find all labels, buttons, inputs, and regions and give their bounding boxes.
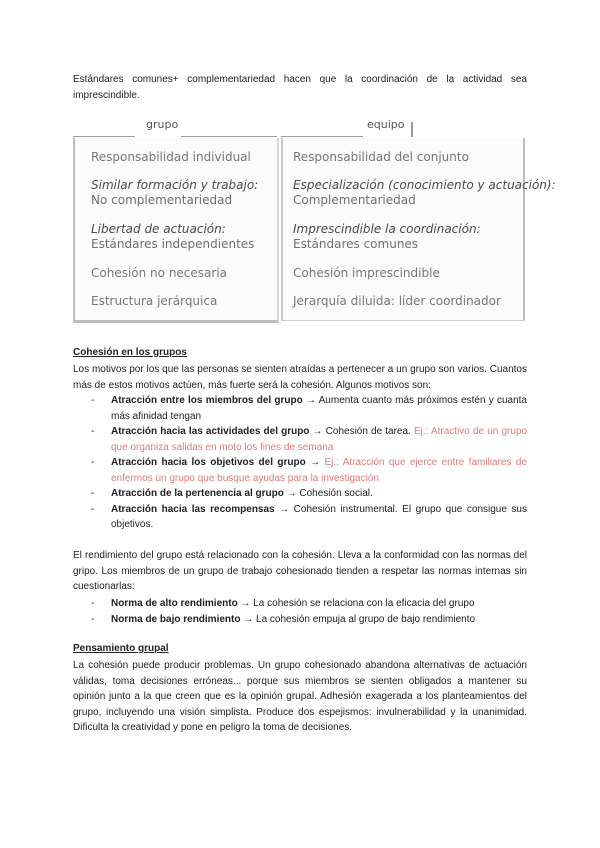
list-item: - Atracción hacia las actividades del grupo → Cohesión de tarea. Ej.: Atractivo de un grupo que organiza salidas en moto los fines de semana (91, 426, 528, 453)
equipo-item: Cohesión imprescindible (293, 266, 440, 280)
header-rule (281, 136, 363, 137)
cohesion-paragraph: Los motivos por los que las personas se sienten atraídas a pertenecer a un grupo son varios. Cuantos más de estos motivos actúen, más fuerte será la cohesión. Algunos motivos son: (73, 364, 527, 391)
list-item: - Atracción hacia los objetivos del grupo → Ej.: Atracción que ejerce entre familiares de enfermos un grupo que busque ayudas para la investigación (91, 457, 527, 484)
equipo-item: Jerarquía diluida: líder coordinador (293, 294, 501, 308)
header-rule (411, 122, 413, 137)
grupo-vs-equipo-figure (73, 118, 556, 324)
rendimiento-paragraph: El rendimiento del grupo está relacionado con la cohesión. Lleva a la conformidad con las normas del gripo. Los miembros de un grupo de trabajo cohesionado tienden a respetar las normas internas sin cuestionarlas: (73, 550, 527, 592)
equipo-item: Especialización (conocimiento y actuación): Complementariedad (293, 178, 556, 207)
grupo-item: Estructura jerárquica (91, 294, 218, 308)
header-rule (73, 136, 135, 137)
equipo-item: Responsabilidad del conjunto (293, 150, 469, 164)
list-item: - Atracción hacia las recompensas → Cohesión instrumental. El grupo que consigue sus objetivos. (91, 503, 527, 530)
grupo-item: Cohesión no necesaria (91, 266, 228, 280)
cohesion-motives-list (73, 393, 527, 533)
cohesion-title: Cohesión en los grupos (73, 347, 187, 358)
grupo-item: Responsabilidad individual (91, 150, 251, 164)
grupo-item: Similar formación y trabajo: No complementariedad (91, 178, 259, 207)
header-rule (181, 136, 277, 137)
list-item: - Norma de bajo rendimiento → La cohesión empuja al grupo de bajo rendimiento (91, 613, 476, 625)
list-item: - Norma de alto rendimiento → La cohesión se relaciona con la eficacia del grupo (91, 598, 475, 609)
list-item: - Atracción de la pertenencia al grupo → Cohesión social. (91, 488, 373, 499)
list-item: - Atracción entre los miembros del grupo → Aumenta cuanto más próximos estén y cuanta más afinidad tengan (91, 395, 527, 422)
rendimiento-norms-list (73, 596, 527, 627)
equipo-header: equipo (367, 118, 405, 131)
pensamiento-title: Pensamiento grupal (73, 643, 169, 654)
intro-paragraph: Estándares comunes+ complementariedad hacen que la coordinación de la actividad sea imprescindible. (73, 74, 527, 101)
equipo-column (281, 138, 556, 321)
equipo-item: Imprescindible la coordinación: Estándares comunes (293, 222, 481, 251)
grupo-header: grupo (146, 118, 179, 131)
grupo-item: Libertad de actuación: Estándares independientes (91, 222, 255, 251)
grupo-column (73, 138, 279, 323)
pensamiento-paragraph: La cohesión puede producir problemas. Un grupo cohesionado abandona alternativas de actuación válidas, toma decisiones erróneas... porque sus miembros se sienten obligados a mantener su opinión junto a la que creen que es la opinión grupal. Adhesión exagerada a los planteamientos del grupo, incluyendo una visión simplista. Produce dos espejismos: invulnerabilidad y la unanimidad. Dificulta la creatividad y pone en peligro la toma de decisiones. (73, 660, 527, 733)
